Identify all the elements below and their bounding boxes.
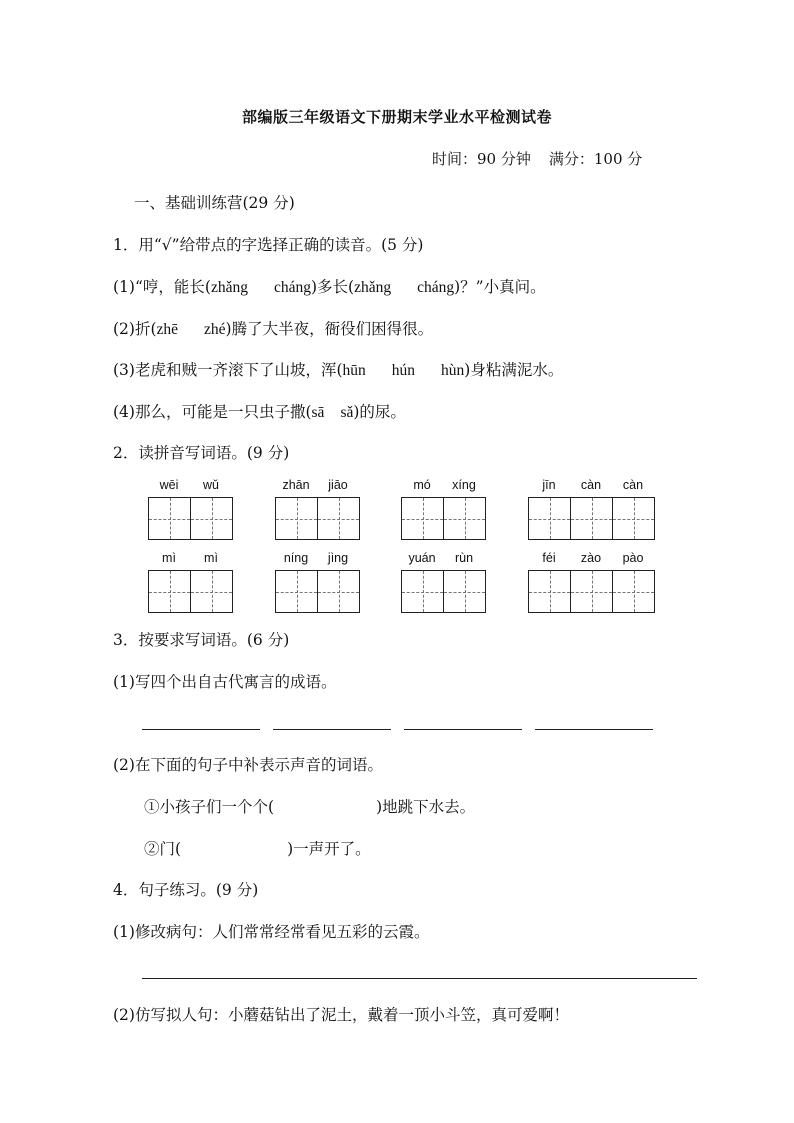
tianzige-cell[interactable] [613, 571, 655, 612]
pinyin-label: xíng [452, 478, 476, 492]
pinyin-label: càn [622, 478, 644, 492]
pinyin-label: wǔ [203, 478, 219, 492]
section-heading: 一、基础训练营(29 分) [134, 194, 295, 212]
pinyin-label: níng [283, 551, 309, 565]
tianzige-cell[interactable] [613, 498, 655, 539]
pinyin-label: féi [542, 551, 556, 565]
question-4-prompt: 4．句子练习。(9 分) [113, 881, 259, 899]
question-4-sub-1: (1)修改病句：人们常常经常看见五彩的云霞。 [113, 923, 430, 941]
question-1-item-4: (4)那么，可能是一只虫子撒(sā sǎ)的尿。 [113, 403, 406, 421]
pinyin-grid-group [528, 477, 655, 540]
answer-line[interactable] [404, 729, 522, 730]
tianzige-cell[interactable] [529, 571, 571, 612]
tianzige-cell[interactable] [402, 498, 444, 539]
tianzige-cell[interactable] [191, 571, 233, 612]
reading-option[interactable]: zhǎng [210, 279, 248, 296]
pinyin-grid-group [401, 477, 486, 540]
question-2-prompt: 2．读拼音写词语。(9 分) [113, 444, 290, 462]
pinyin-label: jìng [327, 551, 349, 565]
reading-option[interactable]: cháng [273, 279, 311, 296]
tianzige-cell[interactable] [276, 498, 318, 539]
tianzige-cell[interactable] [318, 571, 360, 612]
tianzige-cell[interactable] [276, 571, 318, 612]
pinyin-label: mì [162, 551, 176, 565]
pinyin-label: wēi [159, 478, 179, 492]
question-4-sub-2: (2)仿写拟人句：小蘑菇钻出了泥土，戴着一顶小斗笠，真可爱啊！ [113, 1006, 569, 1024]
time-label: 时间：90 分钟 [432, 150, 531, 168]
tianzige-cell[interactable] [149, 571, 191, 612]
question-3-prompt: 3．按要求写词语。(6 分) [113, 631, 290, 649]
pinyin-grid-group [275, 477, 360, 540]
tianzige-cell[interactable] [571, 498, 613, 539]
pinyin-grid-group [148, 477, 233, 540]
tianzige-cell[interactable] [318, 498, 360, 539]
exam-meta [432, 148, 642, 169]
pinyin-label: yuán [408, 551, 436, 565]
pinyin-grid-group [528, 550, 655, 613]
question-1-item-3: (3)老虎和贼一齐滚下了山坡，浑(hūn hún hùn)身粘满泥水。 [113, 361, 564, 379]
question-1-item-2: (2)折(zhē zhé)腾了大半夜，衙役们困得很。 [113, 320, 434, 338]
answer-line[interactable] [273, 729, 391, 730]
reading-option[interactable]: hūn [342, 362, 366, 379]
reading-option[interactable]: sā [311, 404, 325, 421]
pinyin-label: jiāo [328, 478, 348, 492]
pinyin-label: mó [413, 478, 431, 492]
pinyin-label: rùn [454, 551, 474, 565]
reading-option[interactable]: zhǎng [354, 279, 392, 296]
tianzige-cell[interactable] [529, 498, 571, 539]
question-3-sub-1: (1)写四个出自古代寓言的成语。 [113, 673, 337, 691]
tianzige-cell[interactable] [191, 498, 233, 539]
pinyin-label: jīn [542, 478, 556, 492]
question-3-sentence-1: ①小孩子们一个个( )地跳下水去。 [144, 798, 476, 816]
tianzige-cell[interactable] [149, 498, 191, 539]
question-3-sub-2: (2)在下面的句子中补表示声音的词语。 [113, 756, 383, 774]
question-3-sentence-2: ②门( )一声开了。 [144, 840, 371, 858]
tianzige-cell[interactable] [444, 571, 486, 612]
pinyin-grid-group [148, 550, 233, 613]
tianzige-cell[interactable] [444, 498, 486, 539]
pinyin-label: càn [580, 478, 602, 492]
reading-option[interactable]: sǎ [340, 404, 354, 421]
score-label: 满分：100 分 [548, 150, 643, 168]
reading-option[interactable]: hùn [441, 362, 465, 379]
pinyin-grid-group [275, 550, 360, 613]
reading-option[interactable]: hún [391, 362, 416, 379]
answer-line[interactable] [142, 978, 697, 979]
pinyin-label: pào [622, 551, 644, 565]
pinyin-grid-group [401, 550, 486, 613]
exam-title: 部编版三年级语文下册期末学业水平检测试卷 [241, 108, 552, 126]
question-1-item-1: (1)“哼，能长(zhǎng cháng)多长(zhǎng cháng)？”小真问。 [113, 278, 546, 296]
pinyin-label: zhān [282, 478, 310, 492]
question-1-prompt: 1．用“√”给带点的字选择正确的读音。(5 分) [113, 236, 424, 254]
tianzige-cell[interactable] [402, 571, 444, 612]
pinyin-label: zào [580, 551, 602, 565]
answer-line[interactable] [535, 729, 653, 730]
pinyin-label: mì [204, 551, 218, 565]
answer-line[interactable] [142, 729, 260, 730]
tianzige-cell[interactable] [571, 571, 613, 612]
reading-option[interactable]: zhē [156, 321, 179, 338]
reading-option[interactable]: cháng [417, 279, 455, 296]
reading-option[interactable]: zhé [204, 321, 226, 338]
